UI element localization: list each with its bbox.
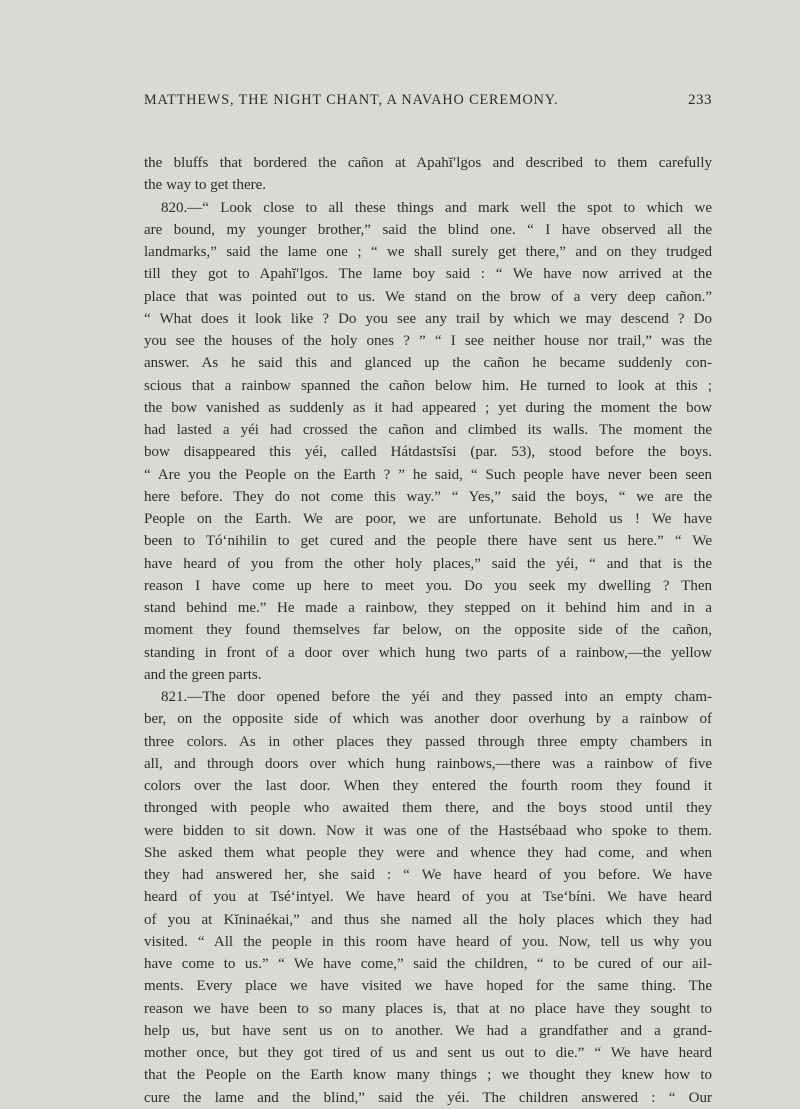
text-line: place that was pointed out to us. We stand on the brow of a very deep cañon.” [144, 288, 712, 305]
text-line: the bluffs that bordered the cañon at Apahĭ′lgos and described to them carefully [144, 155, 712, 171]
text-line: She asked them what people they were and whence they had come, and when [144, 844, 712, 861]
text-line: thronged with people who awaited them there, and the boys stood until they [144, 800, 712, 817]
text-line: ments. Every place we have visited we have hoped for the same thing. The [144, 978, 712, 995]
text-line: People on the Earth. We are poor, we are unfortunate. Behold us ! We have [144, 511, 712, 527]
text-line: reason we have been to so many places is, that at no place have they sought to [144, 1000, 712, 1017]
text-line: been to Tó‘nihilin to get cured and the people there have sent us here.” “ We [144, 533, 712, 550]
text-line: “ Are you the People on the Earth ? ” he said, “ Such people have never been seen [144, 466, 712, 483]
paragraph-start-820: 820.—“ Look close to all these things and mark well the spot to which we [161, 199, 712, 216]
text-line: and the green parts. [144, 666, 262, 683]
text-line: they had answered her, she said : “ We have heard of you before. We have [144, 867, 712, 883]
text-line: have come to us.” “ We have come,” said the children, “ to be cured of our ail- [144, 956, 712, 972]
text-line: help us, but have sent us on to another. We had a grandfather and a grand- [144, 1022, 712, 1039]
paragraph-start-821: 821.—The door opened before the yéi and they passed into an empty cham- [161, 689, 712, 705]
text-line: mother once, but they got tired of us and sent us out to die.” “ We have heard [144, 1045, 712, 1061]
running-title: MATTHEWS, THE NIGHT CHANT, A NAVAHO CEREMONY. [144, 92, 559, 108]
text-line: stand behind me.” He made a rainbow, they stepped on it behind him and in a [144, 600, 712, 616]
text-line: cure the lame and the blind,” said the yéi. The children answered : “ Our [144, 1089, 712, 1106]
page-number: 233 [688, 92, 712, 108]
text-line: till they got to Apahĭ′lgos. The lame boy said : “ We have now arrived at the [144, 266, 712, 283]
text-line: three colors. As in other places they passed through three empty chambers in [144, 733, 712, 750]
text-line: standing in front of a door over which hung two parts of a rainbow,—the yellow [144, 644, 712, 661]
text-line: bow disappeared this yéi, called Hátdastsĭsi (par. 53), stood before the boys. [144, 444, 712, 461]
text-line: colors over the last door. When they entered the fourth room they found it [144, 778, 712, 794]
text-line: that the People on the Earth know many things ; we thought they knew how to [144, 1067, 712, 1084]
text-line: are bound, my younger brother,” said the blind one. “ I have observed all the [144, 221, 712, 238]
text-line: of you at Kĭninaékai,” and thus she named all the holy places which they had [144, 911, 712, 928]
page-header [144, 92, 712, 114]
text-line: you see the houses of the holy ones ? ” “ I see neither house nor trail,” was the [144, 333, 712, 349]
text-line: reason I have come up here to meet you. Do you seek my dwelling ? Then [144, 577, 712, 594]
text-line: ber, on the opposite side of which was another door overhung by a rainbow of [144, 711, 712, 728]
text-line: answer. As he said this and glanced up the cañon he became suddenly con- [144, 355, 712, 372]
text-line: have heard of you from the other holy places,” said the yéi, “ and that is the [144, 555, 712, 572]
text-line: scious that a rainbow spanned the cañon below him. He turned to look at this ; [144, 377, 712, 394]
text-line: the bow vanished as suddenly as it had appeared ; yet during the moment the bow [144, 399, 712, 416]
text-line: were bidden to sit down. Now it was one of the Hastsébaad who spoke to them. [144, 822, 712, 839]
text-line: heard of you at Tsé‘intyel. We have heard of you at Tse‘bíni. We have heard [144, 889, 712, 906]
body-text [144, 152, 712, 1109]
text-line: all, and through doors over which hung rainbows,—there was a rainbow of five [144, 755, 712, 772]
text-line: landmarks,” said the lame one ; “ we shall surely get there,” and on they trudged [144, 244, 712, 260]
text-line: “ What does it look like ? Do you see any trail by which we may descend ? Do [144, 310, 712, 327]
text-line: moment they found themselves far below, on the opposite side of the cañon, [144, 622, 712, 639]
text-line: visited. “ All the people in this room have heard of you. Now, tell us why you [144, 933, 712, 950]
text-line: had lasted a yéi had crossed the cañon and climbed its walls. The moment the [144, 422, 712, 438]
text-line: here before. They do not come this way.” “ Yes,” said the boys, “ we are the [144, 488, 712, 505]
text-line: the way to get there. [144, 177, 267, 194]
